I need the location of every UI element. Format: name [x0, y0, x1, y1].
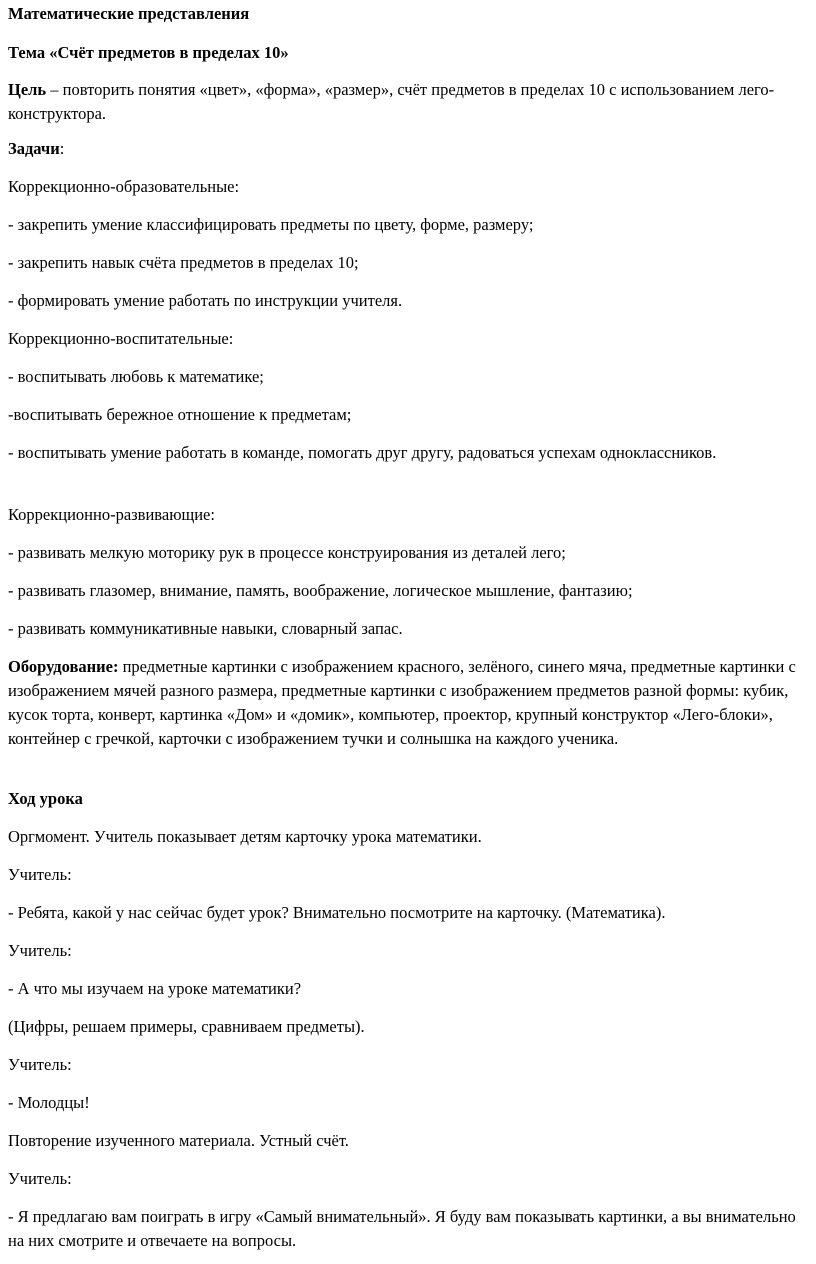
- section-title: Коррекционно-образовательные:: [8, 177, 240, 196]
- lesson-line: Оргмомент. Учитель показывает детям карточку урока математики.: [8, 827, 482, 846]
- tasks-label: Задачи: [8, 139, 60, 158]
- equipment-text: предметные картинки с изображением красного, зелёного, синего мяча, предметные картинки с изображением мячей разного размера, предметные картинки с изображением предметов разной формы: кубик, кусок торта, конверт, картинка «Дом» и «домик», компьютер, проектор, крупный конструктор «Лего-блоки», контейнер с гречкой, карточки с изображением тучки и солнышка на каждого ученика.: [8, 657, 796, 748]
- lesson-line: Учитель:: [8, 865, 72, 884]
- list-item: - воспитывать любовь к математике;: [8, 367, 264, 386]
- document-heading: Математические представления: [8, 4, 250, 23]
- section-title: Коррекционно-развивающие:: [8, 505, 215, 524]
- lesson-topic: Тема «Счёт предметов в пределах 10»: [8, 43, 289, 62]
- lesson-line: Учитель:: [8, 1169, 72, 1188]
- list-item: - закрепить умение классифицировать предметы по цвету, форме, размеру;: [8, 215, 534, 234]
- lesson-title: Ход урока: [8, 789, 83, 808]
- lesson-line: Учитель:: [8, 1055, 72, 1074]
- section-title: Коррекционно-воспитательные:: [8, 329, 234, 348]
- list-item: - развивать глазомер, внимание, память, воображение, логическое мышление, фантазию;: [8, 581, 633, 600]
- lesson-goal: [8, 78, 810, 126]
- goal-text: – повторить понятия «цвет», «форма», «размер», счёт предметов в пределах 10 с использованием лего-конструктора.: [8, 80, 775, 123]
- list-item: -воспитывать бережное отношение к предметам;: [8, 405, 352, 424]
- tasks-heading: [8, 137, 810, 161]
- lesson-line: - А что мы изучаем на уроке математики?: [8, 979, 302, 998]
- list-item: - развивать мелкую моторику рук в процессе конструирования из деталей лего;: [8, 543, 566, 562]
- lesson-line: Повторение изученного материала. Устный счёт.: [8, 1131, 349, 1150]
- lesson-line: (Цифры, решаем примеры, сравниваем предметы).: [8, 1017, 365, 1036]
- lesson-line: - Молодцы!: [8, 1093, 90, 1112]
- equipment-label: Оборудование:: [8, 657, 119, 676]
- list-item: - формировать умение работать по инструкции учителя.: [8, 291, 403, 310]
- equipment-paragraph: [8, 655, 810, 751]
- goal-label: Цель: [8, 80, 47, 99]
- lesson-line: - Я предлагаю вам поиграть в игру «Самый внимательный». Я буду вам показывать картинки, а вы внимательно на них смотрите и отвечаете на вопросы.: [8, 1207, 796, 1250]
- list-item: - воспитывать умение работать в команде, помогать друг другу, радоваться успехам одноклассников.: [8, 443, 717, 462]
- tasks-suffix: :: [59, 139, 65, 158]
- list-item: - развивать коммуникативные навыки, словарный запас.: [8, 619, 403, 638]
- list-item: - закрепить навык счёта предметов в пределах 10;: [8, 253, 359, 272]
- lesson-line: Учитель:: [8, 941, 72, 960]
- lesson-line: - Ребята, какой у нас сейчас будет урок? Внимательно посмотрите на карточку. (Математика).: [8, 903, 666, 922]
